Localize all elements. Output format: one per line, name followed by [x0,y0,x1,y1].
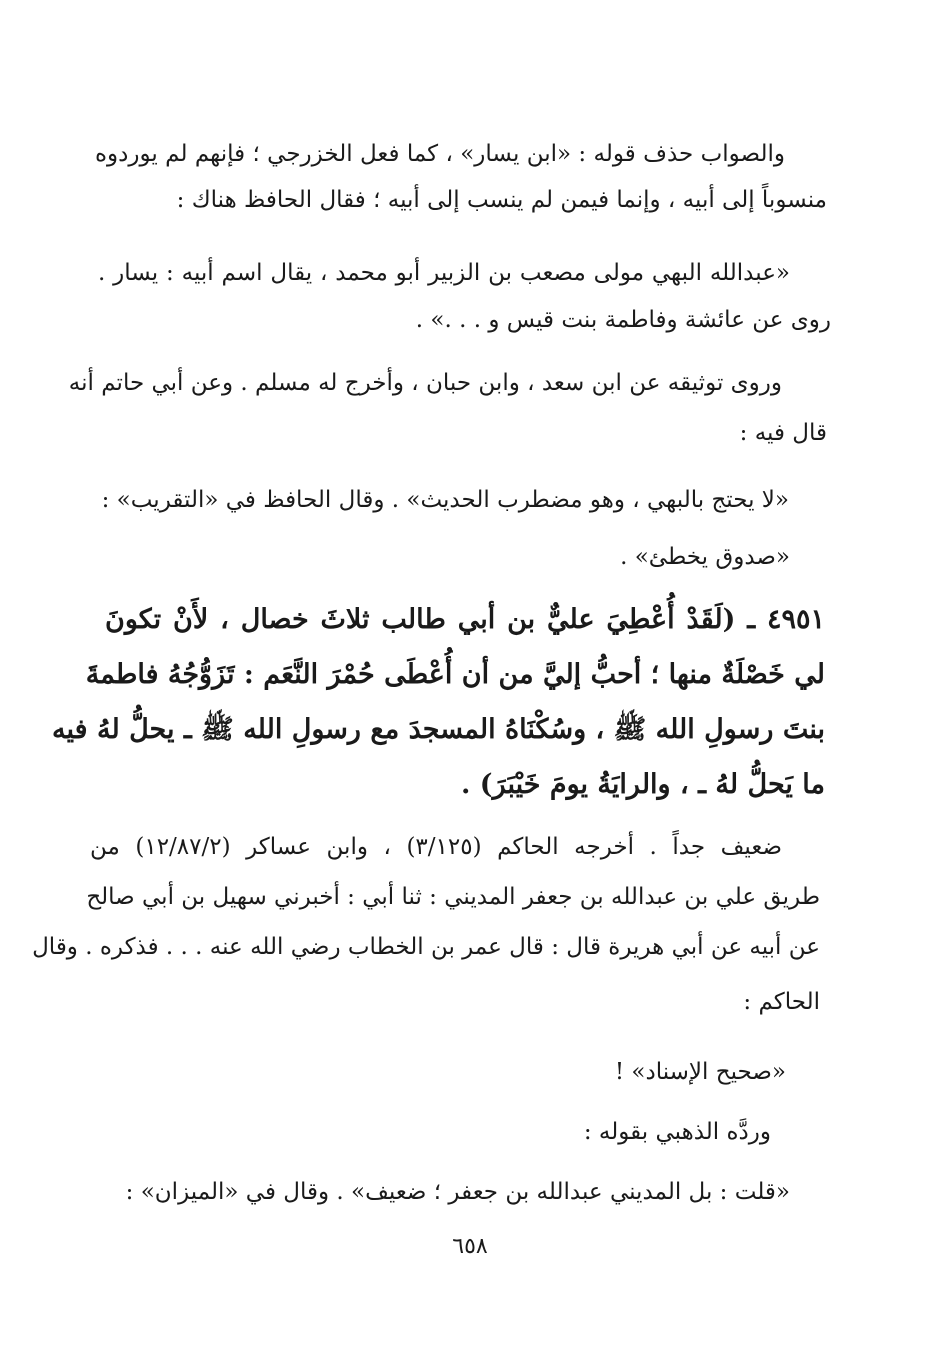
quote-line: «لا يحتج بالبهي ، وهو مضطرب الحديث» . وقال الحافظ في «التقريب» : [101,487,789,513]
quote-line: «قلت : بل المديني عبدالله بن جعفر ؛ ضعيف» . وقال في «الميزان» : [125,1179,790,1205]
hadith-text-line: بنتَ رسولِ الله ﷺ ، وسُكْنَاهُ المسجدَ مع رسولِ الله ﷺ ـ يحلُّ لهُ فيه [52,714,825,745]
paragraph-line: عن أبيه عن أبي هريرة قال : قال عمر بن الخطاب رضي الله عنه . . . فذكره . وقال [32,934,820,960]
paragraph-line: الحاكم : [743,989,820,1015]
hadith-text-line: ٤٩٥١ ـ (لَقَدْ أُعْطِيَ عليٌّ بن أبي طالب ثلاثَ خصال ، لأَنْ تكونَ [105,604,825,635]
quote-line: «عبدالله البهي مولى مصعب بن الزبير أبو محمد ، يقال اسم أبيه : يسار . [98,260,790,286]
grading-line: ضعيف جداً . أخرجه الحاكم (٣/١٢٥) ، وابن عساكر (١٢/٨٧/٢) من [90,834,782,860]
hadith-text-line: ما يَحلُّ لهُ ـ ، والرايَةُ يومَ خَيْبَرَ) . [461,769,825,800]
quote-line: روى عن عائشة وفاطمة بنت قيس و . . .» . [415,307,831,333]
paragraph-line: قال فيه : [739,420,827,446]
paragraph-line: طريق علي بن عبدالله بن جعفر المديني : ثنا أبي : أخبرني سهيل بن أبي صالح [86,884,820,910]
paragraph-line: منسوباً إلى أبيه ، وإنما فيمن لم ينسب إلى أبيه ؛ فقال الحافظ هناك : [176,187,827,213]
paragraph-line: وردَّه الذهبي بقوله : [583,1119,771,1145]
quote-line: «صحيح الإسناد» ! [614,1059,786,1085]
paragraph-line: والصواب حذف قوله : «ابن يسار» ، كما فعل الخزرجي ؛ فإنهم لم يوردوه [95,141,785,167]
paragraph-line: وروى توثيقه عن ابن سعد ، وابن حبان ، وأخرج له مسلم . وعن أبي حاتم أنه [68,370,782,396]
quote-line: «صدوق يخطئ» . [620,544,790,570]
hadith-text-line: لي خَصْلَةٌ منها ؛ أحبُّ إليَّ من أن أُعْطَى حُمْرَ النَّعَم : تَزَوُّجُهُ فاطمةَ [85,659,825,690]
page-number: ٦٥٨ [452,1234,488,1259]
